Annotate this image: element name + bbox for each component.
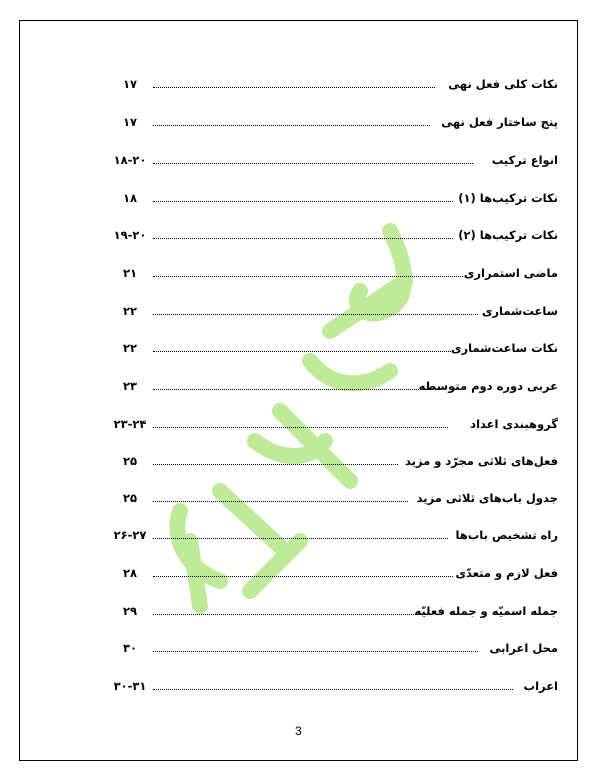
toc-title: نکات کلی فعل نهی <box>448 77 558 91</box>
toc-page: ۱۸ <box>122 191 138 205</box>
leader-dots <box>153 389 423 390</box>
toc-row <box>100 72 558 92</box>
toc-page: ۲۵ <box>122 491 138 505</box>
toc-page: ۲۳-۲۴ <box>113 417 147 431</box>
leader-dots <box>153 163 473 164</box>
toc-title: راه تشخیص باب‌ها <box>455 528 558 542</box>
toc-page: ۳۰ <box>122 641 138 655</box>
toc-row <box>100 561 558 581</box>
leader-dots <box>153 501 408 502</box>
toc-row <box>100 186 558 206</box>
toc-page: ۲۸ <box>122 566 138 580</box>
toc-page: ۱۸-۲۰ <box>113 153 147 167</box>
page-frame <box>19 20 578 761</box>
toc-row <box>100 599 558 619</box>
leader-dots <box>153 689 513 690</box>
leader-dots <box>153 201 453 202</box>
toc-page: ۲۲ <box>122 304 138 318</box>
table-of-contents <box>20 21 577 760</box>
toc-title: نکات ترکیب‌ها (۱) <box>458 191 558 205</box>
toc-page: ۲۱ <box>122 266 138 280</box>
leader-dots <box>153 351 453 352</box>
toc-page: ۲۹ <box>122 604 138 618</box>
toc-row <box>100 636 558 656</box>
leader-dots <box>153 464 398 465</box>
leader-dots <box>153 651 478 652</box>
leader-dots <box>153 576 453 577</box>
toc-title: انواع ترکیب <box>491 153 558 167</box>
leader-dots <box>153 238 453 239</box>
toc-row <box>100 110 558 130</box>
toc-row <box>100 223 558 243</box>
toc-page: ۲۶-۲۷ <box>113 528 147 542</box>
toc-row <box>100 299 558 319</box>
leader-dots <box>153 538 448 539</box>
toc-row <box>100 261 558 281</box>
toc-page: ۱۷ <box>122 115 138 129</box>
toc-title: فعل‌های ثلاثی مجرّد و مزید <box>405 454 558 468</box>
toc-title: عربی دوره دوم متوسطه <box>418 379 558 393</box>
toc-page: ۲۳ <box>122 379 138 393</box>
toc-row <box>100 374 558 394</box>
toc-title: ساعت‌شماری <box>481 304 558 318</box>
toc-row <box>100 148 558 168</box>
leader-dots <box>153 427 448 428</box>
toc-page: ۲۲ <box>122 341 138 355</box>
toc-title: فعل لازم و متعدّی <box>455 566 558 580</box>
toc-row <box>100 336 558 356</box>
leader-dots <box>153 125 430 126</box>
toc-page: ۱۹-۲۰ <box>113 228 147 242</box>
toc-page: ۲۵ <box>122 454 138 468</box>
toc-title: اعراب <box>523 679 558 693</box>
toc-title: ماضی استمراری <box>463 266 558 280</box>
leader-dots <box>153 314 478 315</box>
toc-page: ۱۷ <box>122 77 138 91</box>
toc-title: نکات ساعت‌شماری <box>450 341 558 355</box>
toc-row <box>100 674 558 694</box>
toc-title: جدول باب‌های ثلاثی مزید <box>416 491 558 505</box>
toc-page: ۳۰-۳۱ <box>113 679 147 693</box>
leader-dots <box>153 276 463 277</box>
leader-dots <box>153 614 418 615</box>
toc-row <box>100 486 558 506</box>
toc-title: نکات ترکیب‌ها (۲) <box>458 228 558 242</box>
leader-dots <box>153 87 435 88</box>
toc-row <box>100 449 558 469</box>
toc-title: محل اعرابی <box>489 641 558 655</box>
toc-row <box>100 523 558 543</box>
toc-title: پنج ساختار فعل نهی <box>441 115 558 129</box>
toc-row <box>100 412 558 432</box>
toc-title: گروهبندی اعداد <box>470 417 558 431</box>
toc-title: جمله اسمیّه و جمله فعلیّه <box>414 604 558 618</box>
page-number: 3 <box>295 724 302 738</box>
